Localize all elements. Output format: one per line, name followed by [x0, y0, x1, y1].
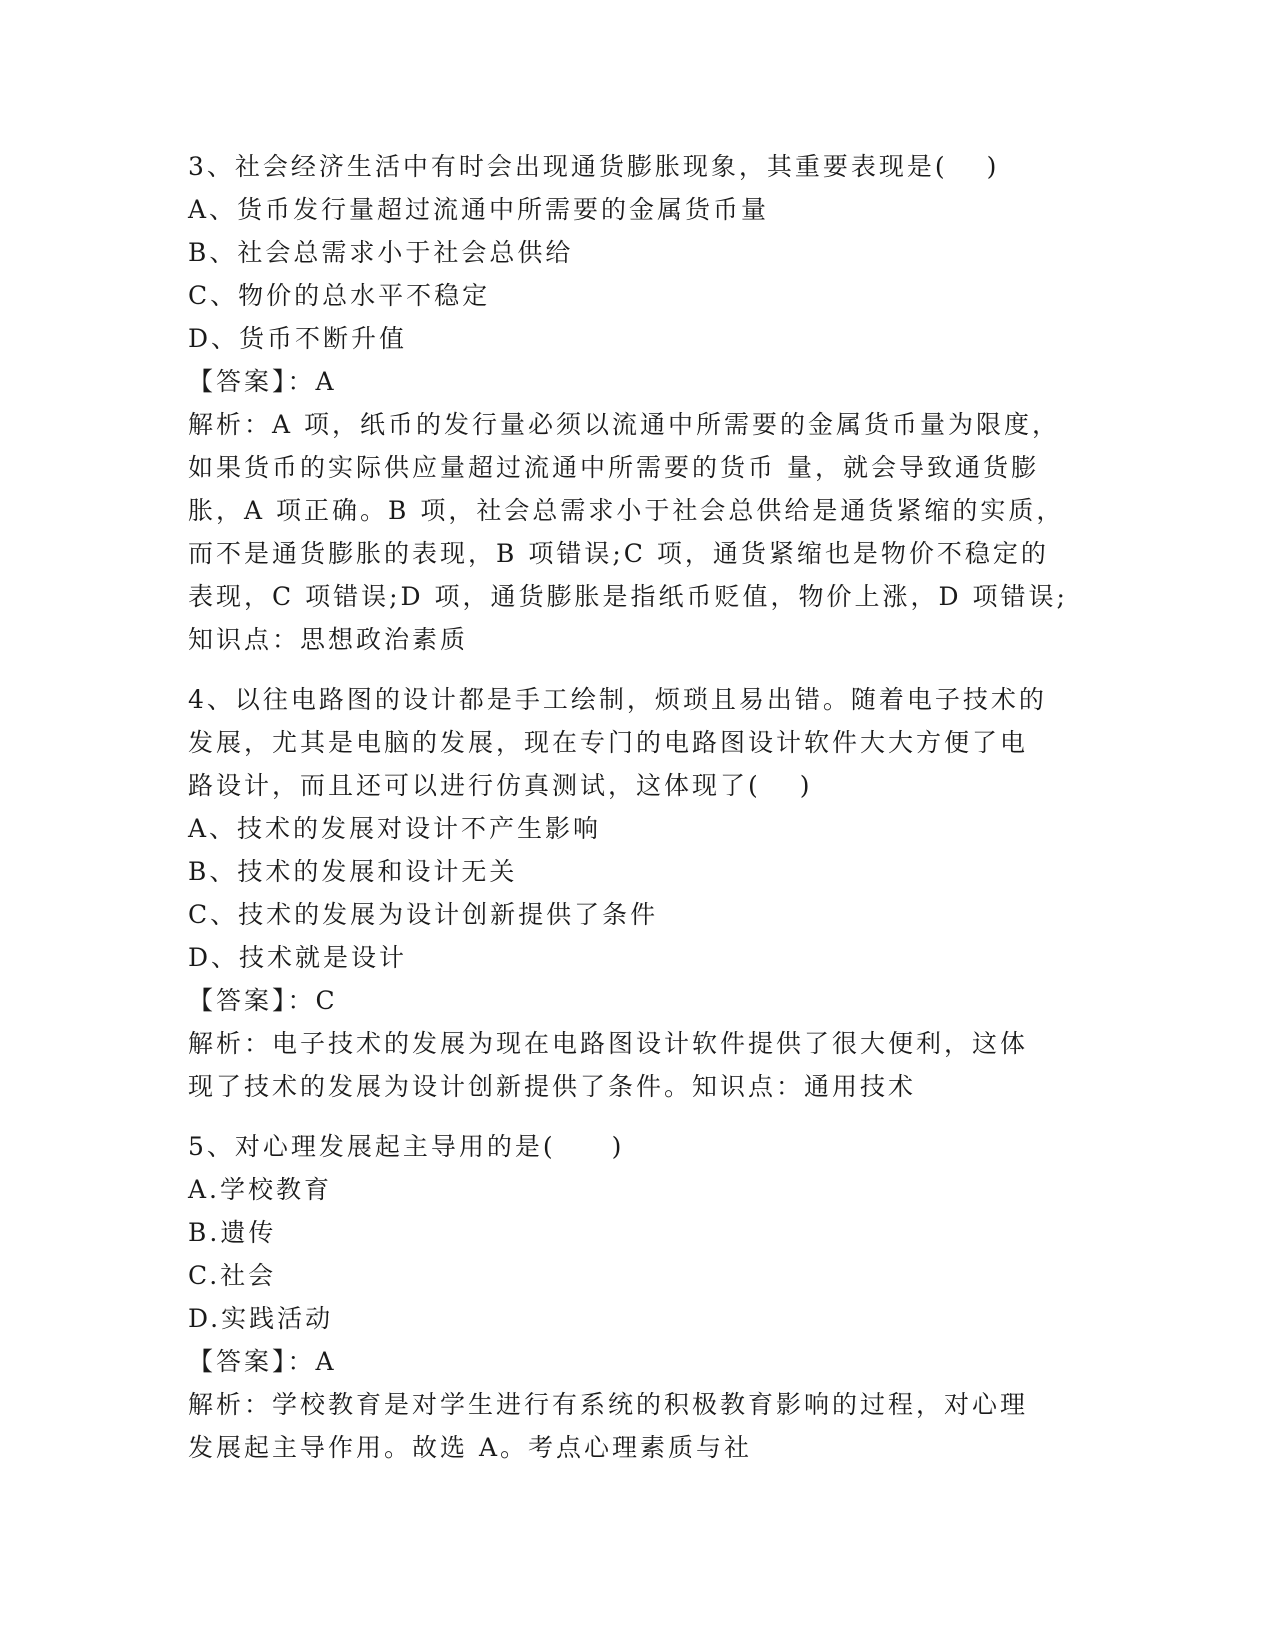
explanation-line: 解析：电子技术的发展为现在电路图设计软件提供了很大便利，这体	[188, 1029, 1029, 1058]
question-stem: 3、社会经济生活中有时会出现通货膨胀现象，其重要表现是( )	[188, 152, 1000, 181]
question-stem: 5、对心理发展起主导用的是( )	[188, 1132, 625, 1161]
option-d: D、技术就是设计	[188, 943, 408, 972]
option-a: A.学校教育	[188, 1175, 333, 1204]
option-a: A、货币发行量超过流通中所需要的金属货币量	[188, 195, 770, 224]
explanation-line: 解析：A 项，纸币的发行量必须以流通中所需要的金属货币量为限度，	[188, 410, 1061, 439]
explanation-line: 发展起主导作用。故选 A。考点心理素质与社	[188, 1433, 753, 1462]
question-spacer	[188, 1108, 1088, 1125]
option-b: B.遗传	[188, 1218, 277, 1247]
explanation-line: 解析：学校教育是对学生进行有系统的积极教育影响的过程，对心理	[188, 1390, 1029, 1419]
option-a: A、技术的发展对设计不产生影响	[188, 814, 602, 843]
option-c: C、技术的发展为设计创新提供了条件	[188, 900, 659, 929]
question-stem: 4、以往电路图的设计都是手工绘制，烦琐且易出错。随着电子技术的	[188, 685, 1047, 714]
explanation-line: 表现，C 项错误;D 项，通货膨胀是指纸币贬值，物价上涨，D 项错误;	[188, 582, 1068, 611]
explanation-line: 现了技术的发展为设计创新提供了条件。知识点：通用技术	[188, 1072, 917, 1101]
question-stem: 路设计，而且还可以进行仿真测试，这体现了( )	[188, 771, 813, 800]
option-b: B、社会总需求小于社会总供给	[188, 238, 574, 267]
answer-label: 【答案】：A	[188, 367, 337, 396]
question-block-3	[188, 145, 1088, 661]
answer-label: 【答案】：A	[188, 1347, 337, 1376]
option-d: D、货币不断升值	[188, 324, 408, 353]
answer-label: 【答案】：C	[188, 986, 338, 1015]
question-spacer	[188, 661, 1088, 678]
option-b: B、技术的发展和设计无关	[188, 857, 518, 886]
explanation-line: 知识点：思想政治素质	[188, 625, 469, 654]
question-block-4	[188, 678, 1088, 1108]
question-list	[188, 145, 1088, 1469]
option-d: D.实践活动	[188, 1304, 334, 1333]
option-c: C.社会	[188, 1261, 277, 1290]
explanation-line: 而不是通货膨胀的表现，B 项错误;C 项，通货紧缩也是物价不稳定的	[188, 539, 1049, 568]
explanation-line: 胀，A 项正确。B 项，社会总需求小于社会总供给是通货紧缩的实质，	[188, 496, 1065, 525]
option-c: C、物价的总水平不稳定	[188, 281, 491, 310]
explanation-line: 如果货币的实际供应量超过流通中所需要的货币 量，就会导致通货膨	[188, 453, 1039, 482]
question-block-5	[188, 1125, 1088, 1469]
question-stem: 发展，尤其是电脑的发展，现在专门的电路图设计软件大大方便了电	[188, 728, 1029, 757]
